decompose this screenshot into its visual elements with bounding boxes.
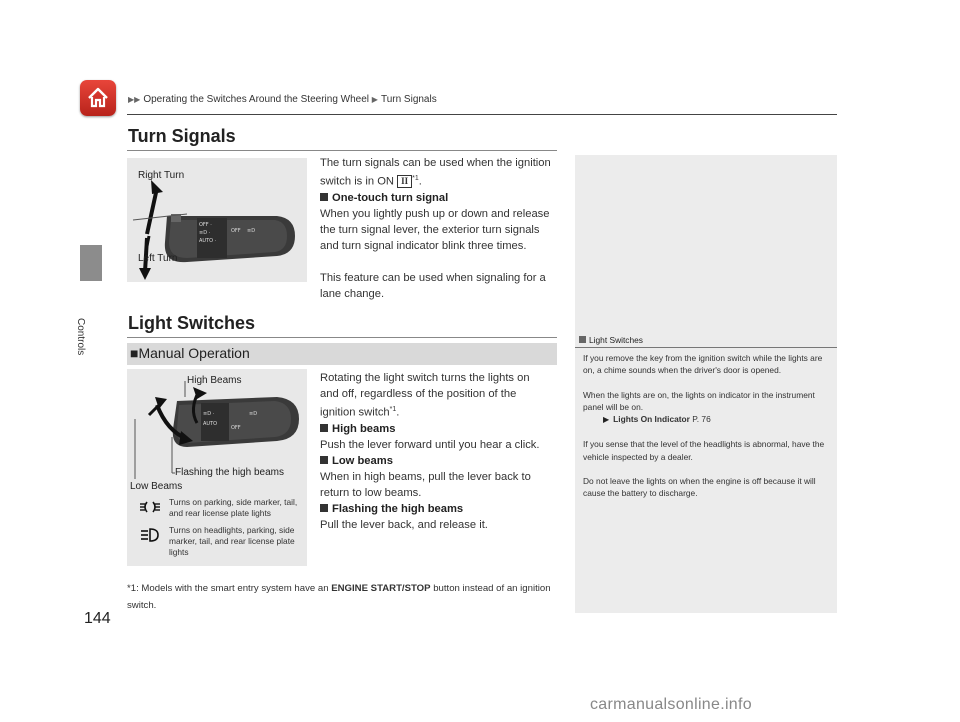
svg-text:AUTO ·: AUTO ·: [199, 238, 217, 244]
note-paragraph: Do not leave the lights on when the engine is off because it will cause the battery to discharge.: [583, 476, 816, 499]
svg-text:≡D: ≡D: [247, 228, 256, 234]
legend-text: Turns on parking, side marker, tail, and rear license plate lights: [169, 497, 298, 518]
text: .: [396, 406, 400, 419]
footnote-ref[interactable]: *1: [412, 175, 419, 182]
subheading-one-touch: One-touch turn signal: [332, 191, 449, 204]
paragraph: [320, 402, 560, 421]
label-left-turn: Left Turn: [138, 253, 178, 264]
header-divider: [127, 114, 837, 115]
xref-page: P. 76: [692, 414, 711, 425]
svg-text:≡D: ≡D: [249, 411, 258, 417]
paragraph: Rotating the light switch turns the lights on: [320, 372, 530, 384]
label-high-beams: High Beams: [187, 375, 242, 386]
footnote-text: button instead of an ignition switch.: [127, 583, 551, 611]
note-title: [579, 335, 643, 345]
paragraph: Pull the lever back, and release it.: [320, 518, 488, 531]
footnote-text: *1: Models with the smart entry system have an: [127, 583, 332, 594]
turn-signal-figure: [127, 158, 307, 282]
turn-signals-body: [320, 155, 560, 302]
watermark: carmanualsonline.info: [590, 696, 752, 713]
note-paragraph: If you sense that the level of the headlights is abnormal, have the vehicle inspected by a dealer.: [583, 439, 825, 462]
section-title-light-switches: Light Switches: [128, 313, 256, 333]
section-tab-marker: [80, 245, 102, 281]
section-divider: [127, 150, 557, 151]
note-text: When the lights are on, the lights on indicator in the instrument panel will be on.: [583, 389, 815, 412]
note-paragraph: [583, 389, 833, 427]
section-title-turn-signals: Turn Signals: [128, 126, 236, 146]
legend-row-headlights: [134, 525, 304, 563]
home-button[interactable]: [80, 80, 116, 116]
section-divider: [127, 337, 557, 338]
label-flashing-high-beams: Flashing the high beams: [175, 467, 284, 478]
side-note-panel: [575, 155, 837, 613]
text: .: [418, 175, 422, 188]
svg-text:OFF ·: OFF ·: [199, 222, 212, 228]
paragraph: return to low beams.: [320, 486, 422, 499]
note-icon: [579, 336, 586, 343]
paragraph: the turn signal lever, the exterior turn signals: [320, 223, 540, 236]
svg-text:OFF: OFF: [231, 425, 241, 431]
bullet-square-icon: [320, 193, 328, 201]
light-switch-figure: [127, 369, 307, 566]
text: ignition switch: [320, 406, 390, 419]
paragraph: [320, 171, 560, 190]
legend-row-parking-lights: [134, 497, 304, 525]
paragraph: When you lightly push up or down and release: [320, 207, 550, 220]
xref-label[interactable]: Lights On Indicator: [613, 414, 690, 425]
subheading: [320, 501, 560, 517]
text: switch is in ON: [320, 175, 398, 188]
svg-text:AUTO: AUTO: [203, 421, 218, 427]
legend-text: Turns on headlights, parking, side marker, tail, and rear license plate lights: [169, 525, 295, 557]
paragraph: When in high beams, pull the lever back to: [320, 470, 531, 483]
svg-text:≡D ·: ≡D ·: [203, 411, 215, 417]
note-title-text: Light Switches: [589, 335, 643, 345]
bullet-square-icon: [320, 504, 328, 512]
label-low-beams: Low Beams: [130, 481, 183, 492]
home-icon: [86, 86, 110, 110]
svg-text:≡D ·: ≡D ·: [199, 230, 211, 236]
subheading: [320, 421, 560, 437]
bullet-square-icon: [320, 456, 328, 464]
paragraph: and off, regardless of the position of the: [320, 388, 517, 400]
subheading: [320, 190, 560, 206]
svg-text:OFF: OFF: [231, 228, 241, 234]
cross-reference-link[interactable]: [583, 413, 833, 426]
footnote-ref[interactable]: *1: [389, 406, 397, 413]
label-right-turn: Right Turn: [138, 170, 185, 181]
subsection-heading-manual-operation: [127, 343, 557, 365]
light-switches-body: [320, 370, 560, 533]
breadcrumb: [128, 94, 437, 105]
footnote-bold: ENGINE START/STOP: [331, 583, 431, 594]
section-tab-label: Controls: [75, 318, 86, 356]
subheading: [320, 453, 560, 469]
breadcrumb-arrow-icon: ▶▶: [128, 95, 141, 104]
paragraph: lane change.: [320, 287, 385, 300]
breadcrumb-item[interactable]: Turn Signals: [380, 94, 437, 105]
subheading-flashing: Flashing the high beams: [332, 502, 464, 515]
cross-reference-icon: ▶: [603, 415, 610, 425]
manual-operation-label: Manual Operation: [138, 345, 250, 361]
note-divider: [575, 347, 837, 348]
subheading-high-beams: High beams: [332, 422, 396, 435]
note-paragraph: If you remove the key from the ignition switch while the lights are on, a chime sounds when the driver's door is opened.: [583, 353, 823, 376]
paragraph: This feature can be used when signaling for a: [320, 271, 546, 284]
paragraph: and turn signal indicator blink three times.: [320, 239, 527, 252]
note-body: [583, 352, 833, 512]
subheading-low-beams: Low beams: [332, 454, 393, 467]
footnote: [127, 580, 557, 614]
bullet-square-icon: [320, 424, 328, 432]
page-number: 144: [84, 610, 111, 627]
paragraph: Push the lever forward until you hear a click.: [320, 438, 540, 451]
parking-lights-icon: [139, 499, 161, 515]
breadcrumb-arrow-icon: ▶: [371, 95, 378, 104]
breadcrumb-item[interactable]: Operating the Switches Around the Steering Wheel: [143, 94, 370, 105]
headlights-icon: [139, 527, 161, 543]
paragraph: The turn signals can be used when the ignition: [320, 157, 551, 169]
ignition-key-position: II: [397, 175, 412, 188]
subsection-heading-text: ■Manual Operation: [130, 345, 250, 361]
